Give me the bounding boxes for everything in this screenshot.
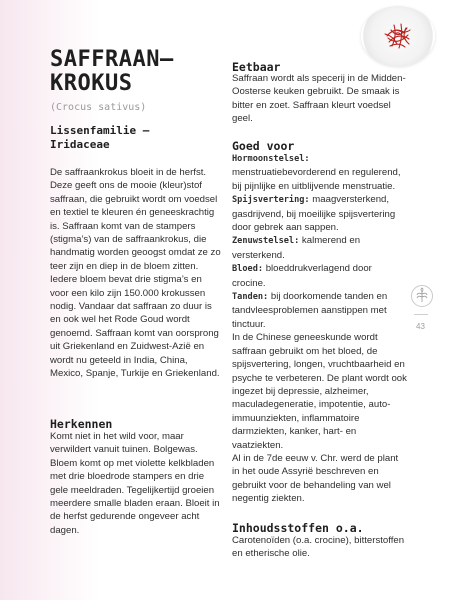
title-line-2: KROKUS: [50, 71, 133, 96]
title-line-1: SAFFRAAN–: [50, 47, 174, 72]
heading-inhoudsstoffen: Inhoudsstoffen o.a.: [232, 521, 364, 535]
saffron-bowl-image: [361, 6, 435, 66]
benefit-text: bij doorkomende tanden en tandvleesproblemen aanstippen met tinctuur.: [232, 291, 388, 330]
intro-text: De saffraankrokus bloeit in de herfst. Deze geeft ons de mooie (kleur)stof saffraan, die gebruikt wordt om voedsel en textiel te kleuren én geneeskrachtig is. Saffraan komt van de stampers (stigma’s) van de saffraankrokus, die handmatig worden geoogst omdat ze zo teer zijn en diep in de bloem zitten. Iedere bloem bevat drie stigma’s en voor een kilo zijn 150.000 krokussen nodig. Vandaar dat saffraan zo duur is en ook wel het Rode Goud wordt genoemd. Saffraan komt van oorsprong uit Griekenland en Zuidwest-Azië en wordt nu geteeld in India, China, Mexico, Spanje, Turkije en Griekenland.: [50, 167, 221, 380]
heading-eetbaar: Eetbaar: [232, 60, 281, 74]
family-line-1: Lissenfamilie –: [50, 124, 150, 137]
herkennen-text: Komt niet in het wild voor, maar verwildert vanuit tuinen. Bolgewas. Bloem komt op met violette kelkbladen met drie bloedrode stampers en drie gele meeldraden. Tegelijkertijd groeien meerdere smalle bladen eraan. Bloeit in de herfst gedurende ongeveer acht dagen.: [50, 431, 220, 536]
page-title: [50, 48, 225, 96]
benefit-term: Zenuwstelsel:: [232, 236, 300, 247]
benefit-term: Bloed:: [232, 264, 264, 275]
heading-herkennen: Herkennen: [50, 417, 113, 431]
plant-family: [50, 124, 225, 152]
benefit-item: [232, 290, 408, 331]
heading-goed-voor: Goed voor: [232, 139, 295, 153]
family-line-2: Iridaceae: [50, 138, 110, 151]
benefit-term: Tanden:: [232, 292, 269, 303]
eetbaar-text: Saffraan wordt als specerij in de Midden-Oosterse keuken gebruikt. De smaak is bitter en zoet. Saffraan kleurt voedsel geel.: [232, 73, 406, 125]
benefit-item: [232, 262, 408, 290]
benefit-text: bloeddrukverlagend door crocine.: [232, 263, 372, 289]
page-number: 43: [416, 322, 425, 331]
history-text: Al in de 7de eeuw v. Chr. werd de plant in het oude Assyrië beschreven en gebruikt voor de behandeling van wel negentig ziekten.: [232, 452, 399, 505]
benefit-text: menstruatiebevorderend en regulerend, bij pijnlijke en uitblijvende menstruatie.: [232, 167, 401, 192]
chinese-medicine-text: In de Chinese geneeskunde wordt saffraan gebruikt om het bloed, de spijsvertering, longen, vruchtbaarheid en psyche te verbeteren. De plant wordt ook ingezet bij depressie, alzheimer, maculadegeneratie, impotentie, auto-immuunziekten, inflammatoire darmziekten, kanker, hart- en vaatziekten.: [232, 332, 407, 451]
benefit-term: Spijsvertering:: [232, 195, 310, 206]
benefit-text: kalmerend en versterkend.: [232, 235, 361, 261]
inhoudsstoffen-text: Carotenoïden (o.a. crocine), bitterstoffen en etherische olie.: [232, 535, 405, 560]
benefit-text: maagversterkend, gasdrijvend, bij moeilijke spijsvertering door gebrek aan sappen.: [232, 194, 396, 234]
benefit-term: Hormoonstelsel:: [232, 154, 310, 164]
chapter-emblem-icon: [411, 285, 433, 307]
benefit-item: [232, 234, 408, 262]
latin-name: (Crocus sativus): [50, 102, 147, 113]
benefit-item: [232, 193, 408, 234]
goed-voor-content: [232, 152, 408, 506]
benefit-item: [232, 152, 408, 193]
page-number-rule: [414, 314, 428, 315]
saffron-threads-icon: [361, 6, 435, 66]
